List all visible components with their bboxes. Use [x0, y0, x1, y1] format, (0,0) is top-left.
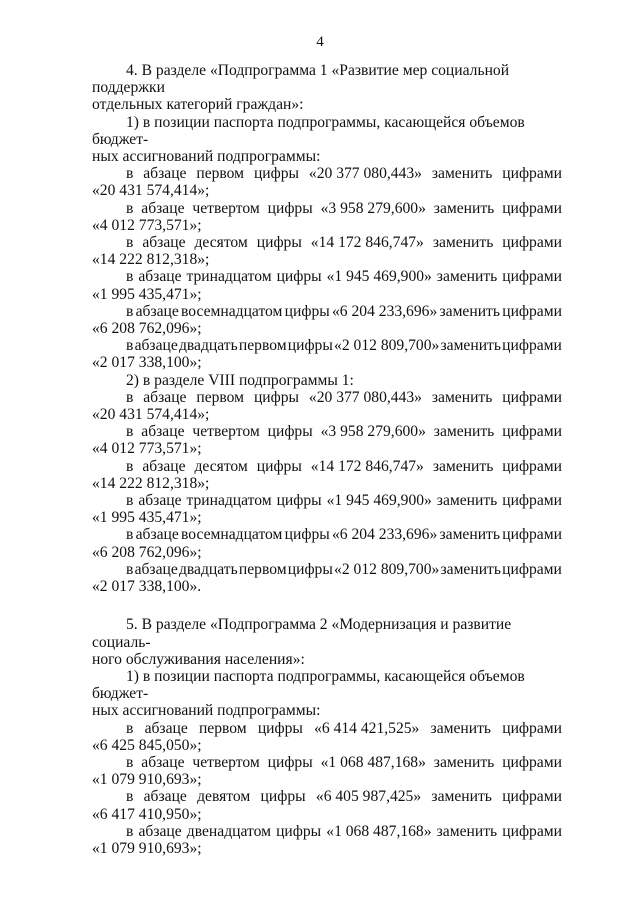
- section-4-item-2-entry-continuation: «2 017 338,100».: [92, 578, 202, 596]
- entry-word: цифры: [256, 234, 302, 252]
- entry-word: в: [126, 788, 134, 806]
- entry-word: цифрами: [502, 165, 562, 183]
- entry-word: абзаце: [138, 822, 182, 840]
- entry-word: в: [126, 302, 134, 320]
- entry-word: цифры: [287, 560, 333, 578]
- entry-word: четвертом: [192, 423, 260, 441]
- section-5-item-1-line-1: 1) в позиции паспорта подпрограммы, касающейся объемов бюджет-: [92, 667, 525, 703]
- entry-word: «20 377 080,443»: [308, 165, 422, 183]
- entry-word: заменить: [432, 457, 494, 475]
- entry-word: цифрами: [502, 388, 562, 406]
- section-4-item-1-entry-line: [92, 303, 562, 320]
- entry-word: цифрами: [502, 560, 562, 578]
- entry-word: первом: [196, 388, 245, 406]
- entry-word: заменить: [431, 788, 492, 806]
- entry-word: в: [126, 753, 134, 771]
- entry-word: в: [126, 822, 134, 840]
- entry-word: абзаце: [134, 560, 178, 578]
- section-5-item-1-entry-line: [92, 788, 562, 805]
- entry-word: восемнадцатом: [181, 526, 283, 544]
- entry-word: в: [126, 268, 134, 286]
- page-number: 4: [316, 34, 324, 50]
- section-4-heading-line-1: 4. В разделе «Подпрограмма 1 «Развитие мер социальной поддержки: [92, 62, 510, 97]
- entry-word: «20 377 080,443»: [308, 388, 422, 406]
- entry-word: тринадцатом: [186, 492, 272, 510]
- section-4-item-1-entry-line: [92, 234, 562, 251]
- entry-word: тринадцатом: [186, 268, 272, 286]
- entry-word: цифрами: [502, 753, 562, 771]
- entry-word: «1 068 487,168»: [320, 753, 426, 771]
- entry-word: «1 945 469,900»: [326, 268, 432, 286]
- entry-word: заменить: [431, 388, 493, 406]
- entry-word: заменить: [440, 337, 501, 355]
- section-4-item-2-entries: [92, 389, 562, 595]
- entry-word: заменить: [430, 719, 492, 737]
- section-gap: [92, 595, 562, 616]
- entry-word: первом: [238, 337, 287, 355]
- entry-word: абзаце: [143, 788, 187, 806]
- entry-word: цифрами: [502, 234, 562, 252]
- section-4-item-2-entry-line: [92, 492, 562, 509]
- section-4-item-1-entry-continuation: «6 208 762,096»;: [92, 320, 202, 338]
- entry-word: абзаце: [141, 753, 185, 771]
- entry-word: абзаце: [141, 423, 185, 441]
- entry-word: абзаце: [143, 165, 187, 183]
- entry-word: цифры: [284, 526, 330, 544]
- entry-word: заменить: [432, 234, 494, 252]
- entry-word: абзаце: [141, 199, 185, 217]
- entry-word: цифры: [257, 719, 303, 737]
- section-5-heading-line-2: ного обслуживания населения»:: [92, 650, 305, 668]
- entry-word: заменить: [436, 492, 498, 510]
- section-4-item-2-entry-continuation: «1 995 435,471»;: [92, 509, 202, 527]
- entry-word: цифры: [287, 337, 333, 355]
- document-body: [92, 62, 562, 857]
- entry-word: двадцать: [178, 560, 238, 578]
- section-5-item-1-line-2: ных ассигнований подпрограммы:: [92, 702, 321, 720]
- entry-word: цифры: [276, 492, 322, 510]
- entry-word: первом: [198, 719, 247, 737]
- section-4-item-2-entry-continuation: «6 208 762,096»;: [92, 543, 202, 561]
- entry-word: двенадцатом: [186, 822, 271, 840]
- entry-word: четвертом: [192, 753, 260, 771]
- section-4-item-1-entry-line: [92, 200, 562, 217]
- section-5-item-1-entry-line: [92, 754, 562, 771]
- section-4-item-1-entry-continuation: «2 017 338,100»;: [92, 354, 202, 372]
- entry-word: заменить: [433, 423, 495, 441]
- entry-word: абзаце: [143, 388, 187, 406]
- entry-word: цифры: [267, 199, 313, 217]
- entry-word: в: [126, 492, 134, 510]
- entry-word: абзаце: [138, 268, 182, 286]
- section-5-item-1-entries: [92, 720, 562, 858]
- entry-word: «6 414 421,525»: [314, 719, 420, 737]
- entry-word: цифры: [253, 388, 300, 406]
- entry-word: абзаце: [142, 457, 186, 475]
- section-5-heading-line-1: 5. В разделе «Подпрограмма 2 «Модернизация и развитие социаль-: [92, 616, 512, 651]
- section-4-item-1-entry-line: [92, 165, 562, 182]
- entry-word: цифры: [256, 457, 302, 475]
- entry-word: цифрами: [502, 457, 562, 475]
- section-5: [92, 616, 562, 857]
- entry-word: заменить: [439, 302, 500, 320]
- entry-word: двадцать: [178, 337, 238, 355]
- section-4-item-2-entry-line: [92, 389, 562, 406]
- entry-word: «6 405 987,425»: [315, 788, 422, 806]
- entry-word: абзаце: [144, 719, 188, 737]
- entry-word: цифрами: [502, 337, 562, 355]
- section-4-item-2-entry-line: [92, 561, 562, 578]
- section-4-item-1-entry-continuation: «1 995 435,471»;: [92, 285, 202, 303]
- entry-word: в: [126, 719, 134, 737]
- entry-word: цифры: [284, 302, 330, 320]
- section-4-item-2-entry-continuation: «4 012 773,571»;: [92, 440, 202, 458]
- entry-word: в: [126, 526, 134, 544]
- section-4-item-2-entry-continuation: «14 222 812,318»;: [92, 474, 210, 492]
- section-4-item-2-entry-continuation: «20 431 574,414»;: [92, 406, 210, 424]
- entry-word: десятом: [194, 457, 248, 475]
- entry-word: десятом: [194, 234, 248, 252]
- entry-word: цифрами: [502, 199, 562, 217]
- section-5-item-1-entry-line: [92, 720, 562, 737]
- section-5-item-1-entry-continuation: «6 425 845,050»;: [92, 736, 202, 754]
- entry-word: «1 068 487,168»: [326, 822, 432, 840]
- section-4-item-2-entry-line: [92, 526, 562, 543]
- entry-word: в: [126, 457, 134, 475]
- entry-word: в: [126, 423, 134, 441]
- section-4-item-1-line-2: ных ассигнований подпрограммы:: [92, 148, 321, 166]
- section-4-item-2-entry-line: [92, 423, 562, 440]
- entry-word: цифрами: [502, 526, 562, 544]
- entry-word: четвертом: [192, 199, 260, 217]
- entry-word: цифры: [276, 268, 322, 286]
- entry-word: «14 172 846,747»: [310, 457, 424, 475]
- entry-word: цифры: [276, 822, 322, 840]
- entry-word: абзаце: [142, 234, 186, 252]
- entry-word: заменить: [439, 526, 500, 544]
- entry-word: абзаце: [135, 302, 179, 320]
- entry-word: первом: [238, 560, 287, 578]
- entry-word: в: [126, 165, 134, 183]
- entry-word: цифры: [260, 788, 306, 806]
- section-4-item-2-line-1: 2) в разделе VIII подпрограммы 1:: [126, 371, 354, 389]
- section-4: [92, 62, 562, 595]
- entry-word: «2 012 809,700»: [334, 560, 440, 578]
- section-4-item-1-entry-line: [92, 268, 562, 285]
- entry-word: цифрами: [502, 492, 562, 510]
- entry-word: цифры: [253, 165, 300, 183]
- section-5-item-1-entry-continuation: «1 079 910,693»;: [92, 839, 202, 857]
- section-4-item-1-entry-line: [92, 337, 562, 354]
- section-4-item-2-entry-line: [92, 458, 562, 475]
- section-4-item-1-entry-continuation: «20 431 574,414»;: [92, 182, 210, 200]
- entry-word: цифрами: [502, 719, 562, 737]
- entry-word: в: [126, 388, 134, 406]
- entry-word: абзаце: [134, 337, 178, 355]
- entry-word: «14 172 846,747»: [310, 234, 424, 252]
- entry-word: заменить: [433, 199, 495, 217]
- section-4-heading-line-2: отдельных категорий граждан»:: [92, 96, 304, 114]
- entry-word: восемнадцатом: [181, 302, 283, 320]
- entry-word: цифрами: [502, 302, 562, 320]
- entry-word: цифры: [267, 423, 313, 441]
- entry-word: в: [126, 337, 134, 355]
- entry-word: «3 958 279,600»: [320, 199, 426, 217]
- entry-word: заменить: [431, 165, 493, 183]
- entry-word: «3 958 279,600»: [320, 423, 426, 441]
- section-4-item-1-line-1: 1) в позиции паспорта подпрограммы, касающейся объемов бюджет-: [92, 113, 525, 148]
- entry-word: заменить: [436, 268, 498, 286]
- entry-word: в: [126, 234, 134, 252]
- entry-word: цифры: [267, 753, 313, 771]
- entry-word: цифрами: [502, 268, 562, 286]
- section-5-item-1-entry-line: [92, 823, 562, 840]
- entry-word: в: [126, 560, 134, 578]
- section-4-item-1-entry-continuation: «14 222 812,318»;: [92, 251, 210, 269]
- entry-word: цифрами: [502, 423, 562, 441]
- entry-word: первом: [196, 165, 245, 183]
- entry-word: абзаце: [135, 526, 179, 544]
- entry-word: цифрами: [502, 788, 562, 806]
- entry-word: заменить: [440, 560, 501, 578]
- entry-word: цифрами: [502, 822, 562, 840]
- entry-word: девятом: [197, 788, 251, 806]
- entry-word: «1 945 469,900»: [326, 492, 432, 510]
- section-4-item-1-entry-continuation: «4 012 773,571»;: [92, 216, 202, 234]
- section-4-item-1-entries: [92, 165, 562, 371]
- section-5-item-1-entry-continuation: «6 417 410,950»;: [92, 805, 202, 823]
- entry-word: «2 012 809,700»: [334, 337, 440, 355]
- entry-word: «6 204 233,696»: [331, 526, 438, 544]
- section-5-item-1-entry-continuation: «1 079 910,693»;: [92, 771, 202, 789]
- entry-word: абзаце: [138, 492, 182, 510]
- entry-word: «6 204 233,696»: [331, 302, 438, 320]
- entry-word: в: [126, 199, 134, 217]
- entry-word: заменить: [433, 753, 495, 771]
- entry-word: заменить: [436, 822, 498, 840]
